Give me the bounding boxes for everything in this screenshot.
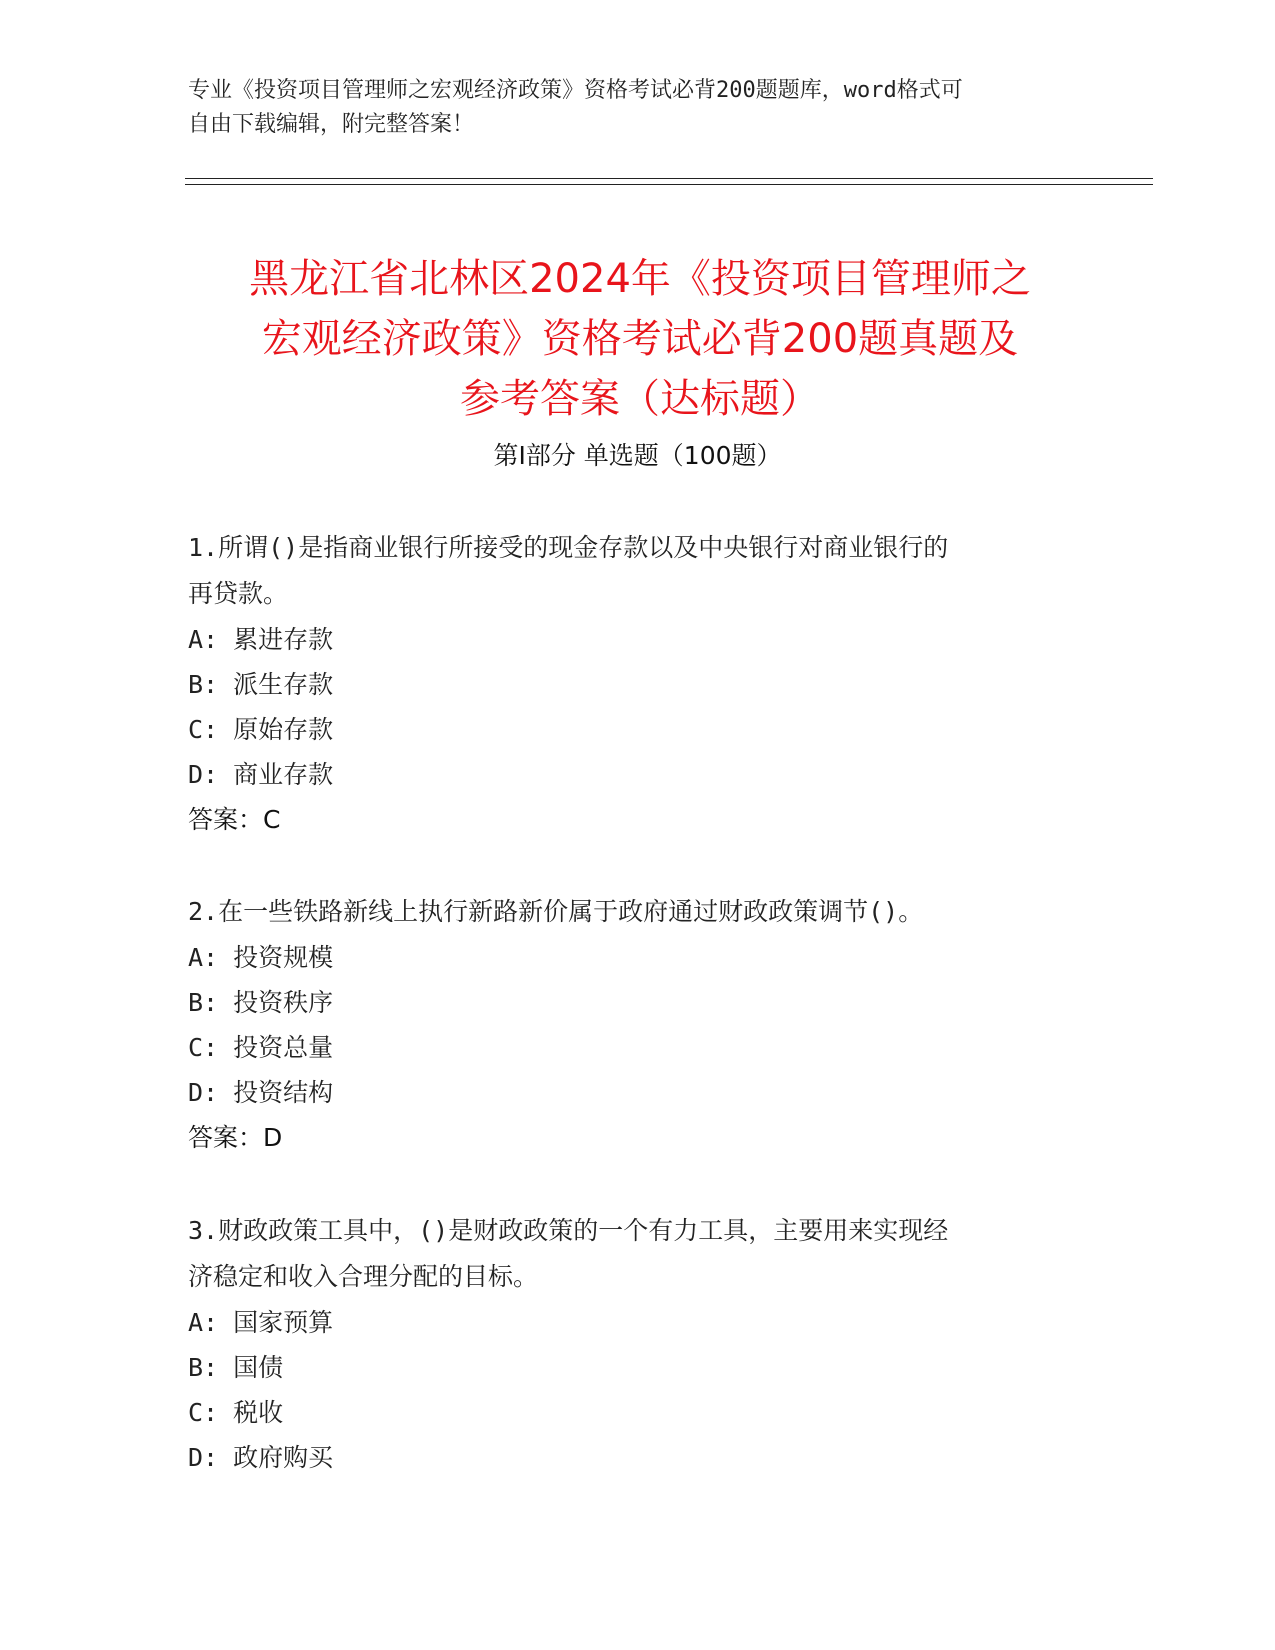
- option-c: C: 原始存款: [188, 715, 334, 744]
- question-stem: [188, 1208, 1068, 1300]
- section-heading: 第Ⅰ部分 单选题（100题）: [493, 441, 782, 470]
- header-note-line-1: 专业《投资项目管理师之宏观经济政策》资格考试必背200题题库，word格式可: [188, 78, 963, 103]
- answer-label: 答案：D: [188, 1123, 283, 1152]
- question-stem-line-2: 济稳定和收入合理分配的目标。: [188, 1262, 539, 1291]
- option-d: D: 商业存款: [188, 760, 334, 789]
- header-note-line-2: 自由下载编辑，附完整答案！: [188, 112, 475, 137]
- header-note: [188, 74, 1068, 142]
- option-a: A: 累进存款: [188, 625, 334, 654]
- option-b: B: 投资秩序: [188, 988, 334, 1017]
- question-stem-line-2: 再贷款。: [188, 579, 289, 608]
- document-title: [190, 249, 1090, 429]
- question-stem: [188, 525, 1068, 617]
- option-d: D: 政府购买: [188, 1443, 334, 1472]
- question-stem: [188, 889, 1068, 935]
- title-line-3: 参考答案（达标题）: [460, 375, 820, 422]
- question-2: [188, 889, 1068, 1161]
- option-a: A: 国家预算: [188, 1308, 334, 1337]
- question-3: [188, 1208, 1068, 1480]
- option-d: D: 投资结构: [188, 1078, 334, 1107]
- option-c: C: 投资总量: [188, 1033, 334, 1062]
- question-stem-line-1: 3.财政政策工具中，()是财政政策的一个有力工具，主要用来实现经: [188, 1216, 949, 1245]
- option-b: B: 派生存款: [188, 670, 334, 699]
- title-line-2: 宏观经济政策》资格考试必背200题真题及: [261, 315, 1019, 362]
- option-b: B: 国债: [188, 1353, 284, 1382]
- header-divider-bottom: [185, 184, 1153, 185]
- answer-label: 答案：C: [188, 805, 281, 834]
- question-1: [188, 525, 1068, 843]
- option-c: C: 税收: [188, 1398, 284, 1427]
- question-stem-line-1: 1.所谓()是指商业银行所接受的现金存款以及中央银行对商业银行的: [188, 533, 949, 562]
- header-divider-top: [185, 178, 1153, 179]
- title-line-1: 黑龙江省北林区2024年《投资项目管理师之: [249, 255, 1031, 302]
- question-stem-line-1: 2.在一些铁路新线上执行新路新价属于政府通过财政政策调节()。: [188, 897, 924, 926]
- option-a: A: 投资规模: [188, 943, 334, 972]
